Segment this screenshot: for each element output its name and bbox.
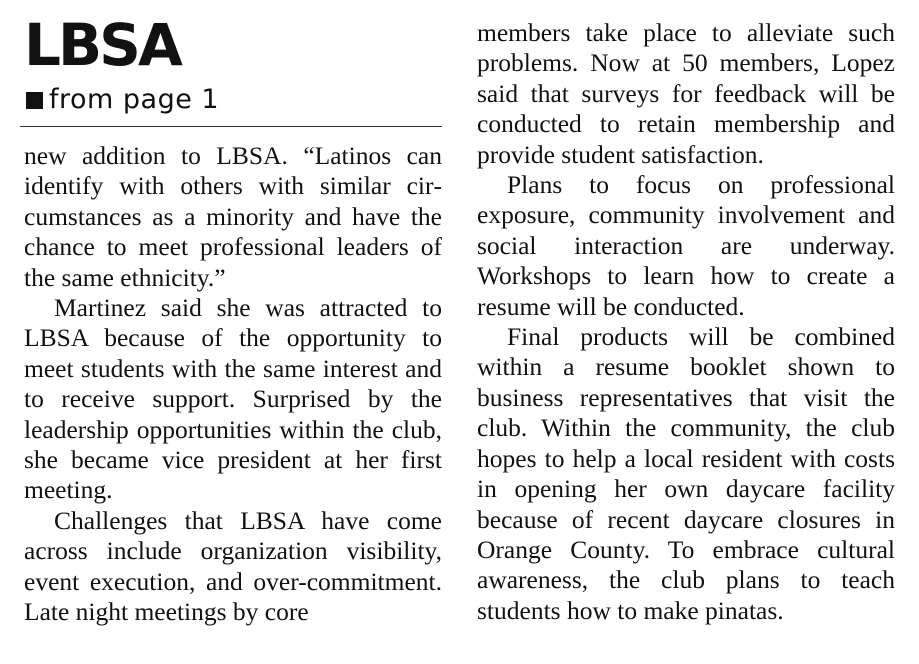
headline: LBSA — [24, 11, 180, 79]
headline-block — [24, 11, 442, 116]
square-bullet-icon — [26, 92, 43, 109]
paragraph: members take place to alleviate such problems. Now at 50 members, Lopez said that surveys for feedback will be conducted to retain membership and provide student satisfaction. — [477, 18, 895, 169]
paragraph: new addition to LBSA. “Latinos can identify with others with similar circumstances as a minority and have the chance to meet professional leaders of the same ethnicity.” — [24, 141, 442, 292]
paragraph: Challenges that LBSA have come across include organization visibility, event execution, and over-commitment. Late night meetings by core — [24, 505, 442, 627]
headline-divider — [20, 126, 442, 127]
paragraph: Martinez said she was attracted to LBSA because of the opportunity to meet students with the same interest and to receive support. Surprised by the leadership opportunities within the club, she became vice president at her first meeting. — [24, 293, 442, 505]
left-column — [24, 141, 442, 628]
paragraph: Final products will be combined within a resume booklet shown to business representatives that visit the club. Within the community, the club hopes to help a local resident with costs in opening her own daycare facility because of recent daycare closures in Orange County. To embrace cultural awareness, the club plans to teach students how to make pinatas. — [477, 322, 895, 625]
right-column — [477, 18, 895, 626]
jump-line-text: from page 1 — [49, 84, 220, 115]
jump-line — [24, 84, 442, 116]
paragraph: Plans to focus on professional exposure, community involvement and social interaction are underway. Workshops to learn how to create a resume will be conducted. — [477, 170, 895, 321]
